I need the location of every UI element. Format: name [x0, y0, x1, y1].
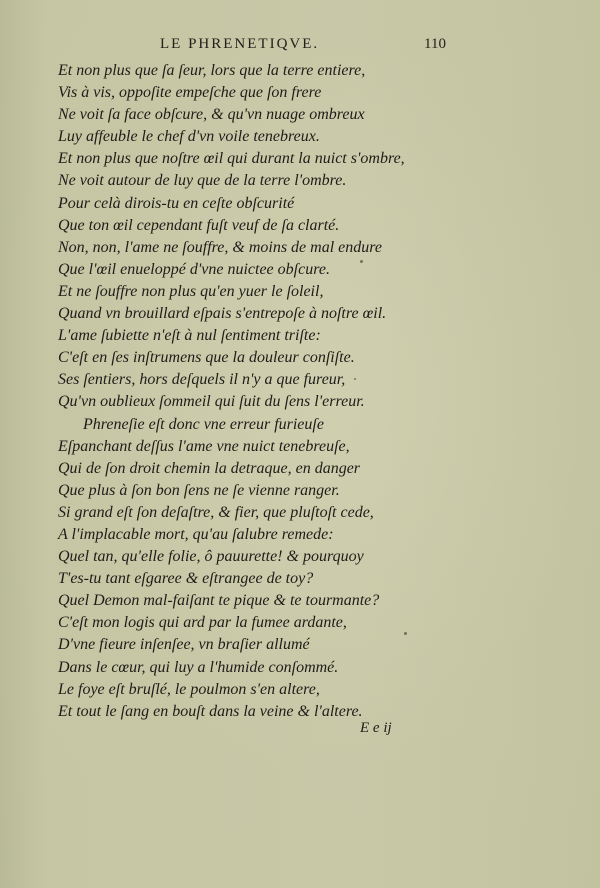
verse-line-indented: Phreneſie eſt donc vne erreur furieuſe: [83, 415, 324, 433]
verse-line: C'eſt mon logis qui ard par la fumee ardante,: [58, 614, 347, 632]
verse-line: A l'implacable mort, qu'au ſalubre remede:: [58, 525, 334, 543]
verse-line: Le foye eſt bruſlé, le poulmon s'en altere,: [58, 680, 320, 698]
verse-line: Et tout le ſang en bouſt dans la veine & l'altere.: [58, 702, 363, 720]
verse-line: Qui de ſon droit chemin la detraque, en danger: [58, 459, 361, 477]
running-title: LE PHRENETIQVE.: [160, 36, 320, 52]
verse-line: Que l'œil enueloppé d'vne nuictee obſcure.: [58, 260, 330, 278]
verse-line: Et ne ſouffre non plus qu'en yuer le ſoleil,: [58, 282, 324, 300]
page-number: 110: [424, 36, 446, 52]
verse-line: Quand vn brouillard eſpais s'entrepoſe à noſtre œil.: [58, 305, 387, 323]
verse-line: Si grand eſt ſon deſaſtre, & fier, que pluſtoſt cede,: [58, 503, 374, 521]
verse-line: D'vne fieure inſenſee, vn braſier allumé: [58, 636, 310, 654]
verse-line: Ne voit autour de luy que de la terre l'ombre.: [58, 172, 347, 190]
ink-speck: [354, 378, 356, 380]
verse-line: C'eſt en ſes inſtrumens que la douleur conſiſte.: [58, 349, 355, 367]
verse-line: Non, non, l'ame ne ſouffre, & moins de mal endure: [58, 238, 382, 256]
verse-line: L'ame ſubiette n'eſt à nul ſentiment triſte:: [58, 327, 321, 345]
verse-line: Eſpanchant deſſus l'ame vne nuict tenebreuſe,: [58, 437, 350, 455]
verse-line: Que plus à ſon bon ſens ne ſe vienne ranger.: [58, 481, 340, 499]
verse-line: Ses ſentiers, hors deſquels il n'y a que fureur,: [58, 371, 346, 389]
verse-line: Qu'vn oublieux ſommeil qui ſuit du ſens l'erreur.: [58, 393, 365, 411]
verse-line: Dans le cœur, qui luy a l'humide conſommé.: [58, 658, 339, 676]
signature-mark: E e ij: [360, 720, 392, 736]
verse-line: Que ton œil cependant fuſt veuf de ſa clarté.: [58, 216, 340, 234]
verse-line: Vis à vis, oppoſite empeſche que ſon frere: [58, 84, 322, 102]
verse-line: Ne voit ſa face obſcure, & qu'vn nuage ombreux: [58, 106, 365, 124]
ink-speck: [360, 260, 363, 263]
verse-line: Et non plus que ſa ſeur, lors que la terre entiere,: [58, 62, 366, 79]
ink-speck: [404, 632, 407, 635]
poem-text: [58, 60, 478, 723]
verse-line: Quel tan, qu'elle folie, ô pauurette! & pourquoy: [58, 548, 364, 566]
verse-line: T'es-tu tant eſgaree & eſtrangee de toy?: [58, 570, 314, 588]
verse-line: Quel Demon mal-faiſant te pique & te tourmante?: [58, 592, 380, 610]
verse-line: Pour celà dirois-tu en ceſte obſcurité: [58, 194, 295, 212]
verse-line: Luy affeuble le chef d'vn voile tenebreux.: [58, 128, 320, 146]
verse-line: Et non plus que noſtre œil qui durant la nuict s'ombre,: [58, 150, 405, 168]
